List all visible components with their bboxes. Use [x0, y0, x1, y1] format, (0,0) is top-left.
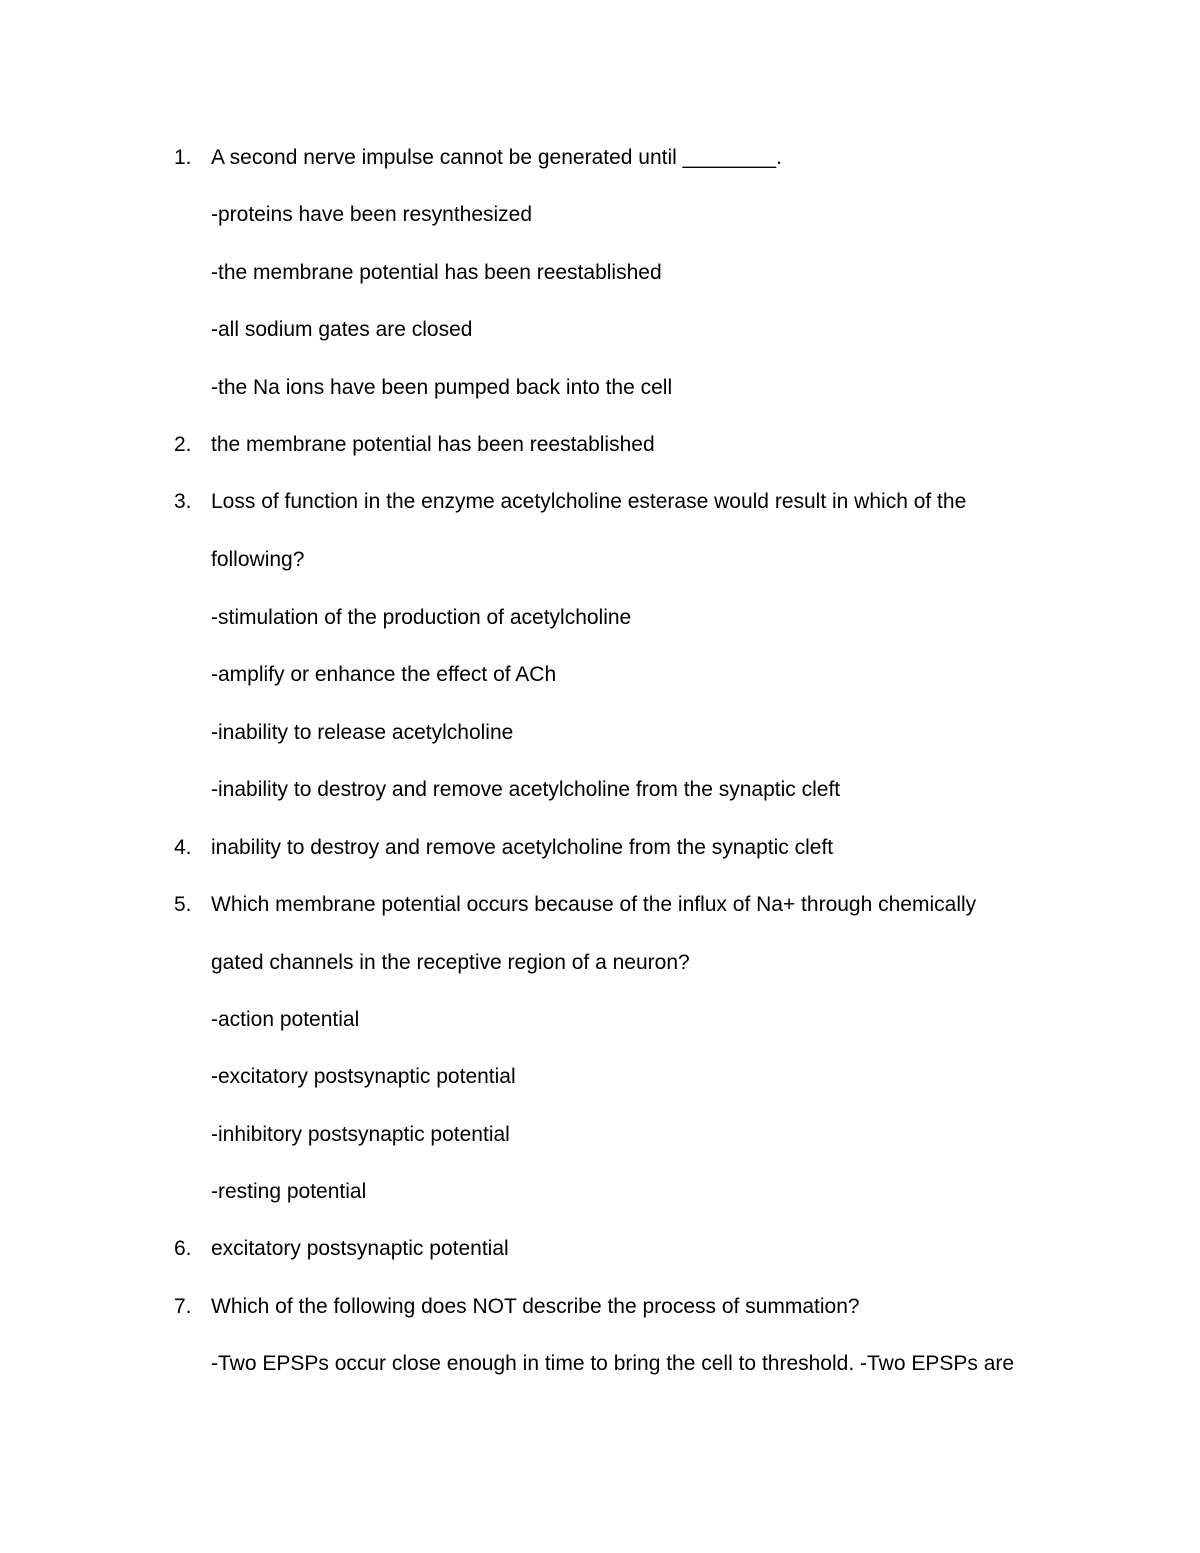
option-text: -excitatory postsynaptic potential	[211, 1065, 516, 1088]
answer-text: excitatory postsynaptic potential	[211, 1237, 509, 1260]
option-text: -resting potential	[211, 1180, 367, 1203]
option-text: -action potential	[211, 1008, 360, 1031]
option-text: -inability to release acetylcholine	[211, 721, 514, 744]
item-number: 7.	[174, 1295, 192, 1318]
option-text: -all sodium gates are closed	[211, 318, 473, 341]
answer-text: the membrane potential has been reestablished	[211, 433, 655, 456]
item-number: 6.	[174, 1237, 192, 1260]
item-number: 1.	[174, 146, 192, 169]
question-text: Loss of function in the enzyme acetylcholine esterase would result in which of the	[211, 490, 967, 513]
question-text: following?	[211, 548, 305, 571]
option-text: -proteins have been resynthesized	[211, 203, 533, 226]
question-text: gated channels in the receptive region of a neuron?	[211, 951, 690, 974]
item-number: 4.	[174, 836, 192, 859]
question-text: A second nerve impulse cannot be generated until ________.	[211, 146, 782, 169]
item-number: 2.	[174, 433, 192, 456]
option-text: -Two EPSPs occur close enough in time to bring the cell to threshold. -Two EPSPs are	[211, 1352, 1015, 1375]
option-text: -the membrane potential has been reestablished	[211, 261, 662, 284]
question-text: Which membrane potential occurs because of the influx of Na+ through chemically	[211, 893, 977, 916]
option-text: -amplify or enhance the effect of ACh	[211, 663, 557, 686]
item-number: 5.	[174, 893, 192, 916]
question-text: Which of the following does NOT describe the process of summation?	[211, 1295, 860, 1318]
item-number: 3.	[174, 490, 192, 513]
option-text: -inability to destroy and remove acetylcholine from the synaptic cleft	[211, 778, 841, 801]
option-text: -the Na ions have been pumped back into the cell	[211, 376, 673, 399]
option-text: -inhibitory postsynaptic potential	[211, 1123, 510, 1146]
option-text: -stimulation of the production of acetylcholine	[211, 606, 632, 629]
answer-text: inability to destroy and remove acetylcholine from the synaptic cleft	[211, 836, 834, 859]
